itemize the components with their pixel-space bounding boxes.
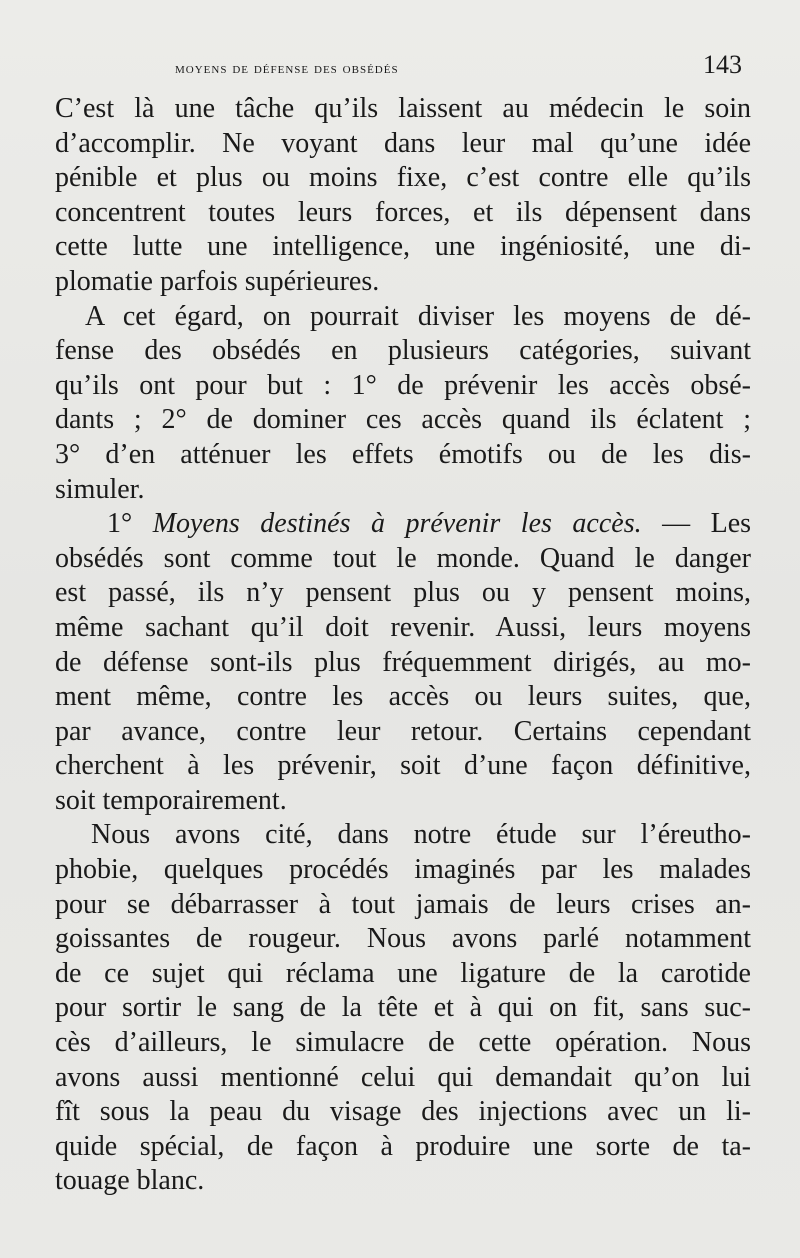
text-line: ment même, contre les accès ou leurs suites, que,	[55, 681, 751, 713]
text-line: est passé, ils n’y pensent plus ou y pensent moins,	[55, 577, 751, 609]
text-line: pour sortir le sang de la tête et à qui on fit, sans suc-	[55, 992, 751, 1024]
body-text	[55, 92, 751, 1199]
text-line: Nous avons cité, dans notre étude sur l’éreutho-	[91, 819, 751, 851]
running-head: moyens de défense des obsédés	[175, 60, 399, 77]
text-line: dants ; 2° de dominer ces accès quand ils éclatent ;	[55, 404, 751, 436]
text-line: cette lutte une intelligence, une ingéniosité, une di-	[55, 231, 751, 263]
text-line: avons aussi mentionné celui qui demandait qu’on lui	[55, 1061, 751, 1093]
text-line: soit temporairement.	[55, 784, 287, 816]
text-line: C’est là une tâche qu’ils laissent au médecin le soin	[55, 93, 751, 124]
text-line: de défense sont-ils plus fréquemment dirigés, au mo-	[55, 646, 751, 678]
text-line: même sachant qu’il doit revenir. Aussi, leurs moyens	[55, 611, 751, 643]
text-line: 3° d’en atténuer les effets émotifs ou de les dis-	[55, 438, 751, 470]
text-line: qu’ils ont pour but : 1° de prévenir les accès obsé-	[55, 369, 751, 401]
text-line: pénible et plus ou moins fixe, c’est contre elle qu’ils	[55, 162, 751, 194]
text-line: d’accomplir. Ne voyant dans leur mal qu’une idée	[55, 127, 751, 159]
text-line: plomatie parfois supérieures.	[55, 265, 380, 297]
text-line: phobie, quelques procédés imaginés par les malades	[55, 854, 751, 886]
section-title: Moyens destinés à prévenir les accès.	[152, 508, 642, 540]
text-line: cherchent à les prévenir, soit d’une façon définitive,	[55, 750, 751, 782]
section-number: 1°	[107, 508, 133, 540]
text-line: de ce sujet qui réclama une ligature de la carotide	[55, 957, 751, 989]
text-line: A cet égard, on pourrait diviser les moyens de dé-	[85, 300, 751, 332]
section-dash: — Les	[662, 508, 752, 540]
section-heading-line	[55, 507, 751, 542]
text-line: fît sous la peau du visage des injections avec un li-	[55, 1096, 751, 1128]
text-line: par avance, contre leur retour. Certains cependant	[55, 715, 751, 747]
text-line: obsédés sont comme tout le monde. Quand le danger	[55, 542, 751, 574]
text-line: quide spécial, de façon à produire une sorte de ta-	[55, 1130, 751, 1162]
page-number: 143	[703, 50, 742, 79]
text-line: cès d’ailleurs, le simulacre de cette opération. Nous	[55, 1027, 751, 1059]
text-line: simuler.	[55, 473, 145, 505]
text-line: fense des obsédés en plusieurs catégories, suivant	[55, 335, 751, 367]
text-line: touage blanc.	[55, 1165, 205, 1197]
text-line: pour se débarrasser à tout jamais de leurs crises an-	[55, 888, 751, 920]
text-line: concentrent toutes leurs forces, et ils dépensent dans	[55, 196, 751, 228]
text-line: goissantes de rougeur. Nous avons parlé notamment	[55, 923, 751, 955]
page-header	[175, 50, 742, 82]
